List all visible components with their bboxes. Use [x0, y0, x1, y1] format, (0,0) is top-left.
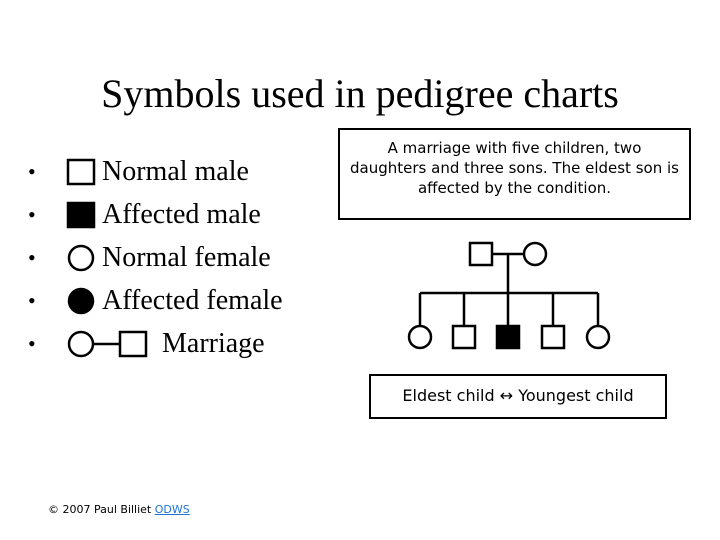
symbol-legend [28, 150, 328, 365]
circle-open-icon [66, 244, 96, 274]
affected-son-square-filled-icon [497, 326, 519, 348]
square-open-icon [66, 158, 96, 186]
square-filled-icon [66, 201, 96, 229]
credit-link[interactable]: ODWS [154, 503, 190, 516]
father-square-open-icon [470, 243, 492, 265]
daughter-circle-open-icon [409, 326, 431, 348]
mother-circle-open-icon [524, 243, 546, 265]
son-square-open-icon [542, 326, 564, 348]
credit-text: © 2007 Paul Billiet [48, 503, 155, 516]
legend-label: Affected female [102, 285, 283, 316]
legend-label: Normal male [102, 156, 249, 187]
bullet: • [28, 159, 36, 184]
legend-item-marriage [28, 322, 328, 365]
legend-item-affected-male [28, 193, 328, 236]
son-square-open-icon [453, 326, 475, 348]
copyright-credit [48, 503, 190, 516]
birth-order-note: Eldest child ↔ Youngest child [369, 374, 667, 419]
bullet: • [28, 245, 36, 270]
legend-item-normal-female [28, 236, 328, 279]
legend-label: Marriage [162, 328, 265, 359]
bullet: • [28, 331, 36, 356]
legend-label: Affected male [102, 199, 261, 230]
pedigree-example [395, 232, 625, 357]
daughter-circle-open-icon [587, 326, 609, 348]
legend-label: Normal female [102, 242, 271, 273]
page-title: Symbols used in pedigree charts [101, 71, 619, 116]
bullet: • [28, 288, 36, 313]
bullet: • [28, 202, 36, 227]
pedigree-description: A marriage with five children, two daughters and three sons. The eldest son is affected by the condition. [338, 128, 691, 220]
circle-filled-icon [66, 287, 96, 317]
legend-item-normal-male [28, 150, 328, 193]
marriage-icon [66, 330, 152, 360]
legend-item-affected-female [28, 279, 328, 322]
